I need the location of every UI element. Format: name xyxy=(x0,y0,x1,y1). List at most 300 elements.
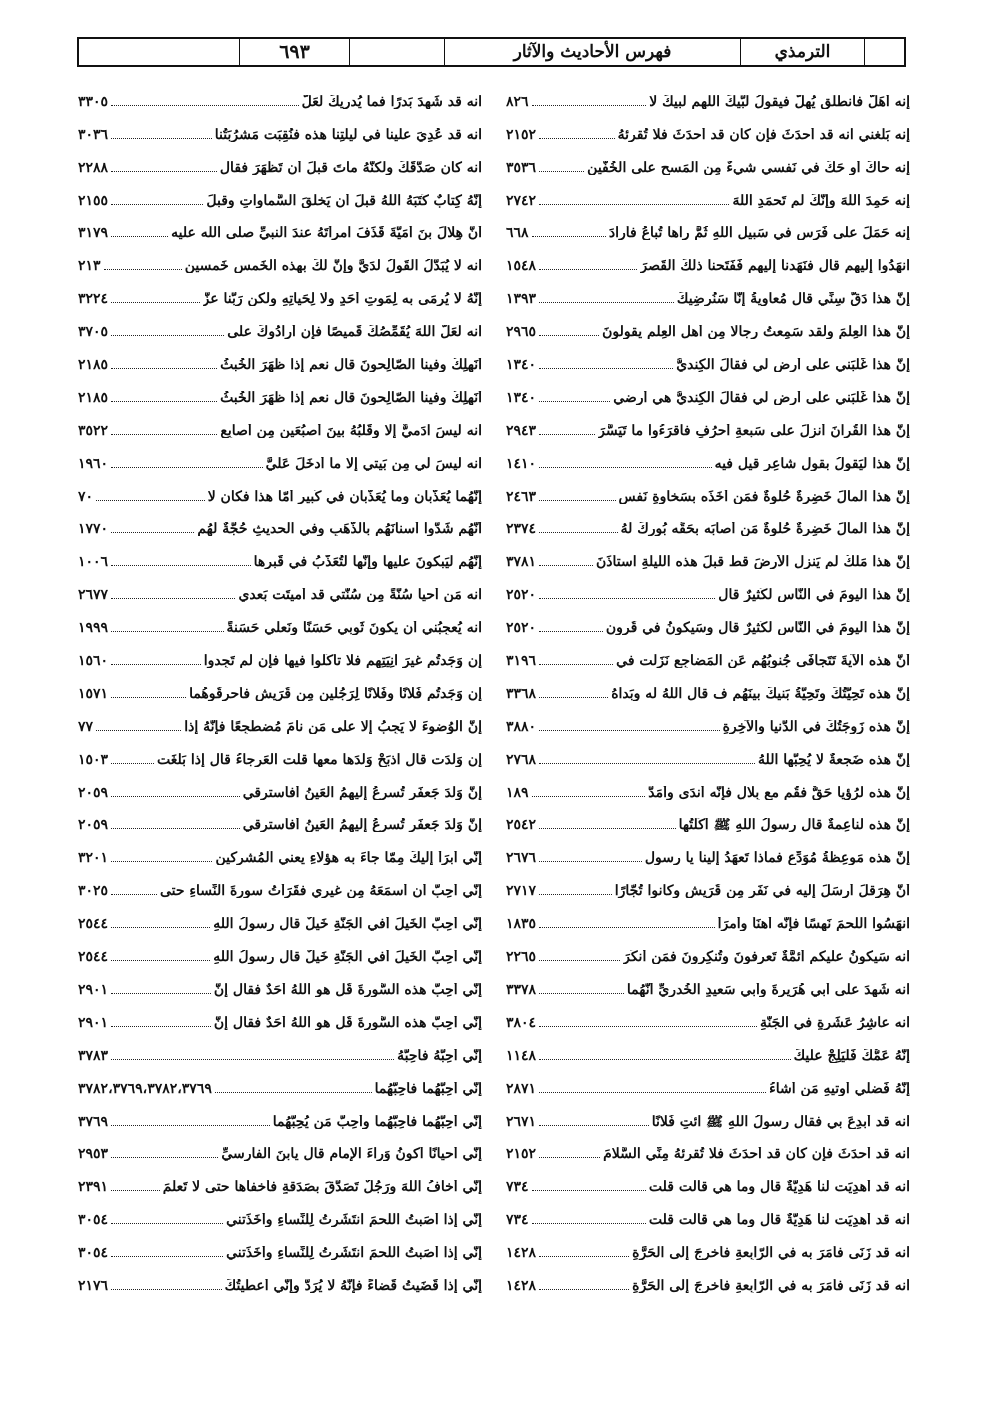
dot-leader xyxy=(539,993,624,994)
hadith-text: إنَّ وَلَدَ جَعفَرٍ تُسرِعُ إليهِمُ العَينُ أفأسترقي xyxy=(242,785,482,800)
index-entry xyxy=(506,1231,910,1264)
hadith-text: إنه حاكَ أو حَكَّ في نَفسي شيءٌ مِن المَسحِ على الخُفَّين xyxy=(587,160,910,175)
hadith-text: إنّي أُحِبُّ الخَيلَ أفي الجَنَّةِ خَيلٌ قال رسولُ اللهِ xyxy=(213,950,482,965)
hadith-number: ١٧٧٠ xyxy=(78,521,109,538)
hadith-number: ٣٥٢٢ xyxy=(78,422,109,439)
hadith-number: ١٥٠٣ xyxy=(78,751,109,768)
dot-leader xyxy=(111,1125,270,1126)
hadith-number: ٢٧٦٨ xyxy=(506,751,537,768)
hadith-text: إنه بَلَغني انه قد أحدَثَ فإن كان قد أحدَثَ فلا تُقرِئهُ xyxy=(617,127,910,142)
hadith-text: إنّي أُحِبُّهُ فأحِبَّهُ xyxy=(397,1048,482,1063)
dot-leader xyxy=(111,1289,222,1290)
hadith-text: انه قد أحدَثَ فإن كان قد أحدَثَ فلا تُقرِئهُ مِنِّي السَّلامَ xyxy=(603,1147,910,1162)
page-header xyxy=(77,37,906,67)
hadith-number: ١٣٤٠ xyxy=(506,357,537,374)
hadith-number: ٢٣٧٤ xyxy=(506,521,537,538)
index-entry xyxy=(78,1264,482,1297)
dot-leader xyxy=(539,697,608,698)
dot-leader xyxy=(111,171,217,172)
hadith-number: ٣٣٠٥ xyxy=(78,93,109,110)
index-entry xyxy=(506,376,910,409)
dot-leader xyxy=(111,1059,394,1060)
hadith-number: ٣٣٧٨ xyxy=(506,981,537,998)
hadith-number: ٢٩٠١ xyxy=(78,1014,109,1031)
hadith-text: إنَّ هذه لَناعِمةٌ قال رسولُ اللهِ ﷺ أكَلتُها xyxy=(678,818,910,833)
hadith-text: انه قد زَنَى فأمَرَ به في الرّابِعةِ فأُخرِجَ إلى الحَرَّةِ xyxy=(632,1246,910,1261)
index-entry xyxy=(78,1100,482,1133)
index-entry xyxy=(78,277,482,310)
hadith-number: ٢٩٥٣ xyxy=(78,1146,109,1163)
dot-leader xyxy=(539,861,642,862)
hadith-number: ٣١٧٩ xyxy=(78,225,109,242)
hadith-number: ١٤١٠ xyxy=(506,455,537,472)
dot-leader xyxy=(96,730,181,731)
index-entry xyxy=(506,672,910,705)
hadith-number: ٣٧٨١ xyxy=(506,554,537,571)
hadith-text: إن وَجَدتُم غيرَ آنِيَتِهِم فلا تأكُلوا فيها فإن لم تَجِدوا xyxy=(203,654,482,669)
hadith-text: انه لَعَلَّ اللهَ يُقَمِّصُكَ قَميصًا فإن أرادُوكَ على xyxy=(227,325,482,340)
index-entry xyxy=(506,1034,910,1067)
hadith-number: ١٨٩ xyxy=(506,784,529,801)
hadith-number: ٢٢٦٥ xyxy=(506,949,537,966)
index-entry xyxy=(506,475,910,508)
index-entry xyxy=(78,1133,482,1166)
hadith-text: إنه أهَلَّ فانطَلَق يُهِلُّ فيقولُ لَبَّيكَ اللّهم لبيكَ لا xyxy=(649,94,910,109)
index-entry xyxy=(506,442,910,475)
hadith-number: ٢٥٤٤ xyxy=(78,916,109,933)
hadith-number: ٢٥٤٤ xyxy=(78,949,109,966)
index-entry xyxy=(78,212,482,245)
hadith-number: ٣٢٢٤ xyxy=(78,291,109,308)
hadith-text: انه قد أُبدِعَ بي فقال رسولُ اللهِ ﷺ ائتِ فُلانًا xyxy=(651,1114,910,1129)
hadith-number: ٣٠٣٦ xyxy=(78,126,109,143)
dot-leader xyxy=(111,1223,223,1224)
hadith-number: ٢١٨٥ xyxy=(78,389,109,406)
hadith-text: أنَّ هذه الآيةَ تَتَجافَى جُنوبُهُم عَنِ المَضاجِعِ نَزَلَت في xyxy=(616,654,910,669)
index-entry xyxy=(78,1231,482,1264)
header-author: الترمذي xyxy=(740,39,864,65)
index-entry xyxy=(506,705,910,738)
dot-leader xyxy=(111,894,157,895)
dot-leader xyxy=(111,138,212,139)
dot-leader xyxy=(111,368,217,369)
hadith-text: انه قد أُهدِيَت لنا هَدِيَّةٌ قال وما هي قالت قلت xyxy=(648,1180,910,1195)
hadith-text: انه لا يُبَدَّلُ القَولُ لَدَيَّ وإنَّ لَكَ بهذه الخَمسِ خَمسين xyxy=(184,259,482,274)
dot-leader xyxy=(539,500,615,501)
hadith-number: ٧٧ xyxy=(78,718,94,735)
hadith-text: إنَّ هذا غَلَبَني على أرضٍ لي فقالَ الكِنديُّ xyxy=(676,358,910,373)
index-entry xyxy=(506,409,910,442)
hadith-text: إنّي أخافُ اللهَ ورَجُلٌ تَصَدَّقَ بصَدَقةٍ فأخفاها حتى لا تَعلَمَ xyxy=(162,1180,482,1195)
hadith-number: ١٥٧١ xyxy=(78,685,109,702)
dot-leader xyxy=(539,1125,649,1126)
hadith-number: ٢١٥٢ xyxy=(506,1146,537,1163)
dot-leader xyxy=(111,236,168,237)
index-entry xyxy=(506,212,910,245)
dot-leader xyxy=(539,664,613,665)
dot-leader xyxy=(539,1092,766,1093)
index-entry xyxy=(78,475,482,508)
dot-leader xyxy=(111,335,224,336)
dot-leader xyxy=(111,1157,218,1158)
dot-leader xyxy=(111,1190,160,1191)
dot-leader xyxy=(111,927,210,928)
dot-leader xyxy=(539,1059,791,1060)
dot-leader xyxy=(96,500,205,501)
hadith-text: انه شَهِدَ على أبي هُرَيرةَ وأبي سَعيدٍ الخُدريِّ أنَّهُما xyxy=(626,982,910,997)
hadith-number: ٢٥٢٠ xyxy=(506,620,537,637)
hadith-text: إنَّ هذا غَلَبَني على أرضٍ لي فقالَ الكِنديُّ هي أرضي xyxy=(613,390,910,405)
hadith-number: ٢٧١٧ xyxy=(506,883,537,900)
hadith-text: إنّي أُحِبُّهُما فأحِبَّهُما وأحِبَّ مَن يُحِبُّهُما xyxy=(272,1114,482,1129)
index-entry xyxy=(506,113,910,146)
hadith-text: انه لَيسَ آدَميٌّ إلّا وقَلبُهُ بينَ أُصبُعَينِ مِن أصابِعِ xyxy=(220,423,482,438)
index-entry xyxy=(506,277,910,310)
hadith-text: إنّي أحيانًا أكونُ وَراءَ الإمامِ قال يابنَ الفارِسيِّ xyxy=(221,1147,482,1162)
right-column xyxy=(506,80,910,1297)
hadith-number: ٢٢٨٨ xyxy=(78,159,109,176)
dot-leader xyxy=(111,828,240,829)
dot-leader xyxy=(539,730,720,731)
index-entry xyxy=(506,1264,910,1297)
dot-leader xyxy=(539,1026,757,1027)
index-columns xyxy=(78,80,910,1297)
index-entry xyxy=(78,146,482,179)
header-corner-cell xyxy=(864,39,904,65)
dot-leader xyxy=(104,269,182,270)
hadith-text: إنَّ هذا العِلمَ ولقد سَمِعتُ رِجالًا مِن أهلِ العِلمِ يقولونَ xyxy=(602,325,910,340)
hadith-text: إنَّ هذا المالَ خَضِرةٌ حُلوةٌ فمَن أخَذَه بسَخاوةِ نَفسٍ xyxy=(618,489,910,504)
dot-leader xyxy=(111,467,263,468)
dot-leader xyxy=(111,763,154,764)
hadith-number: ١٠٠٦ xyxy=(78,554,109,571)
left-column xyxy=(78,80,482,1297)
hadith-text: إنَّ هذا لَيَقولُ بقولِ شاعِرٍ قيل فيه xyxy=(714,456,910,471)
hadith-number: ٣٢٠١ xyxy=(78,850,109,867)
dot-leader xyxy=(111,204,203,205)
index-entry xyxy=(78,1034,482,1067)
hadith-text: إنّي أُحِبُّهُما فأحِبَّهُما xyxy=(374,1081,482,1096)
index-entry xyxy=(506,639,910,672)
hadith-number: ٢٩٤٣ xyxy=(506,422,537,439)
index-entry xyxy=(506,902,910,935)
hadith-text: إنّي أبرَأُ إليكَ مِمّا جاءَ به هؤلاءِ يعني المُشرِكين xyxy=(215,851,482,866)
index-entry xyxy=(78,113,482,146)
hadith-text: إنّي أُحِبُّ الخَيلَ أفي الجَنَّةِ خَيلٌ قال رسولُ اللهِ xyxy=(213,917,482,932)
hadith-number: ٢٦٧٧ xyxy=(78,587,109,604)
dot-leader xyxy=(539,565,593,566)
dot-leader xyxy=(532,796,646,797)
dot-leader xyxy=(111,631,223,632)
index-entry xyxy=(78,573,482,606)
index-entry xyxy=(506,80,910,113)
hadith-number: ٣٧٠٥ xyxy=(78,324,109,341)
hadith-number: ٣٠٥٤ xyxy=(78,1212,109,1229)
index-entry xyxy=(506,1100,910,1133)
dot-leader xyxy=(539,171,584,172)
hadith-text: انه قد زَنَى فأمَرَ به في الرّابِعةِ فأُخرِجَ إلى الحَرَّةِ xyxy=(632,1278,910,1293)
index-entry xyxy=(78,705,482,738)
hadith-number: ٢١٣ xyxy=(78,258,101,275)
dot-leader xyxy=(539,467,712,468)
index-entry xyxy=(78,508,482,541)
dot-leader xyxy=(539,631,603,632)
hadith-text: إنَّهُما يُعَذَّبانِ وما يُعَذَّبانِ في كَبيرٍ أمّا هذا فكان لا xyxy=(207,489,482,504)
dot-leader xyxy=(215,1092,372,1093)
index-entry xyxy=(78,80,482,113)
hadith-number: ١٣٩٣ xyxy=(506,291,537,308)
dot-leader xyxy=(111,796,240,797)
index-entry xyxy=(78,771,482,804)
dot-leader xyxy=(539,763,755,764)
dot-leader xyxy=(539,434,595,435)
index-entry xyxy=(78,968,482,1001)
hadith-text: إنَّ هذا المالَ خَضِرةٌ حُلوةٌ مَن أصابَه بحَقِّه بُورِكَ لهُ xyxy=(620,522,910,537)
dot-leader xyxy=(539,204,729,205)
hadith-text: إنه حَمِدَ اللهَ وإنَّكَ لم تَحمَدِ اللهَ xyxy=(732,193,910,208)
dot-leader xyxy=(539,368,673,369)
hadith-number: ٢١٨٥ xyxy=(78,357,109,374)
hadith-text: أنَّ هِلالَ بنَ أُمَيَّةَ قَذَفَ امرأتَهُ عندَ النبيِّ صلى الله عليه xyxy=(171,226,482,241)
hadith-text: إنه حَمَلَ على فَرَسٍ في سَبيلِ اللهِ ثُمَّ رآها تُباعُ فأرادَ xyxy=(608,226,910,241)
index-entry xyxy=(506,343,910,376)
hadith-number: ٦٦٨ xyxy=(506,225,529,242)
hadith-text: إنَّ هذا اليومَ في النّاسِ لَكَثيرٌ قال xyxy=(718,588,910,603)
hadith-text: انهَسُوا اللَّحمَ نَهسًا فإنَّه أهنَأُ وأمرَأُ xyxy=(717,917,910,932)
dot-leader xyxy=(111,434,217,435)
hadith-number: ٢٧٤٢ xyxy=(506,192,537,209)
hadith-text: إنَّهُم لَيَبكونَ عليها وإنَّها لَتُعَذَّبُ في قَبرِها xyxy=(253,555,482,570)
hadith-text: إنَّ هذا اليومَ في النّاسِ لَكَثيرٌ قال وسَيكونُ في قُرونٍ xyxy=(605,621,910,636)
hadith-text: إنّي إذا قَضَيتُ قَضاءً فإنَّهُ لا يُرَدُّ وإنّي أعطَيتُكَ xyxy=(224,1278,482,1293)
index-entry xyxy=(78,804,482,837)
index-entry xyxy=(506,540,910,573)
index-entry xyxy=(506,1133,910,1166)
hadith-number: ١٨٣٥ xyxy=(506,916,537,933)
dot-leader xyxy=(111,697,186,698)
hadith-text: أنَهلِكُ وفينا الصّالِحونَ قال نعم إذا ظَهَرَ الخُبثُ xyxy=(220,358,482,373)
index-entry xyxy=(506,935,910,968)
hadith-text: إنَّ وَلَدَ جَعفَرٍ تُسرِعُ إليهِمُ العَينُ أفأسترقي xyxy=(242,818,482,833)
dot-leader xyxy=(532,236,606,237)
dot-leader xyxy=(111,664,201,665)
hadith-number: ٧٣٤ xyxy=(506,1179,529,1196)
hadith-number: ٢٣٩١ xyxy=(78,1179,109,1196)
hadith-number: ٣٠٥٤ xyxy=(78,1245,109,1262)
dot-leader xyxy=(111,302,199,303)
index-entry xyxy=(78,1165,482,1198)
index-entry xyxy=(78,244,482,277)
header-spacer-cell xyxy=(349,39,444,65)
dot-leader xyxy=(111,598,235,599)
hadith-number: ٣١٩٦ xyxy=(506,653,537,670)
hadith-number: ٢٥٤٢ xyxy=(506,817,537,834)
index-entry xyxy=(506,738,910,771)
hadith-text: إنَّ هذه مَوعِظةُ مُوَدِّعٍ فماذا تَعهَدُ إلينا يا رسول xyxy=(644,851,910,866)
hadith-text: انه يُعجِبُني أن يكونَ ثَوبي حَسَنًا ونَعلي حَسَنةً xyxy=(226,621,482,636)
hadith-text: أنَّ هِرَقلَ أرسَلَ إليه في نَفَرٍ مِن قُرَيشٍ وكانوا تُجّارًا xyxy=(614,884,910,899)
index-entry xyxy=(78,606,482,639)
index-entry xyxy=(78,1067,482,1100)
index-entry xyxy=(78,836,482,869)
hadith-number: ٧٠ xyxy=(78,488,94,505)
hadith-number: ١٩٦٠ xyxy=(78,455,109,472)
hadith-number: ٢٤٦٣ xyxy=(506,488,537,505)
index-entry xyxy=(506,573,910,606)
hadith-text: انه مَن أحيا سُنَّةً مِن سُنَّتي قد أُميتَت بَعدي xyxy=(238,588,482,603)
hadith-text: إنَّ هذه تَحِيَّتُكَ وتَحِيَّةُ بَنيكَ بينَهُم ف قال اللهُ له وبَداهُ xyxy=(611,686,910,701)
hadith-number: ٢١٥٥ xyxy=(78,192,109,209)
hadith-number: ١٣٤٠ xyxy=(506,389,537,406)
hadith-number: ١٤٢٨ xyxy=(506,1277,537,1294)
header-title: فهرس الأحاديث والآثار xyxy=(444,39,740,65)
dot-leader xyxy=(539,894,612,895)
index-entry xyxy=(78,179,482,212)
hadith-text: إنّي أُحِبُّ هذه السُّورةَ قُل هو اللهُ أحَدٌ فقال إنَّ xyxy=(213,982,482,997)
index-entry xyxy=(506,968,910,1001)
hadith-number: ٢٩٦٥ xyxy=(506,324,537,341)
hadith-text: إنَّهُ لا يُرمَى به لِمَوتِ أحَدٍ ولا لِحَياتِهِ ولكن رَبُّنا عزَّ xyxy=(202,292,482,307)
hadith-number: ٣٧٦٩ xyxy=(78,1113,109,1130)
dot-leader xyxy=(539,927,715,928)
index-entry xyxy=(506,179,910,212)
index-entry xyxy=(506,869,910,902)
hadith-text: إنَّ هذا مَلَكٌ لم يَنزِلِ الأرضَ قطُّ قبلَ هذه اللَّيلةِ استأذَنَ xyxy=(596,555,910,570)
index-entry xyxy=(506,771,910,804)
hadith-number: ٢١٥٢ xyxy=(506,126,537,143)
hadith-text: انه قد أُهدِيَت لنا هَدِيَّةٌ قال وما هي قالت قلت xyxy=(648,1213,910,1228)
hadith-text: إن وَجَدتُم فُلانًا وفُلانًا لِرَجُلَينِ مِن قُرَيشٍ فأحرِقُوهُما xyxy=(189,686,482,701)
dot-leader xyxy=(532,1223,646,1224)
dot-leader xyxy=(111,1026,211,1027)
dot-leader xyxy=(539,1256,629,1257)
dot-leader xyxy=(111,105,299,106)
hadith-number: ٣٠٢٥ xyxy=(78,883,109,900)
dot-leader xyxy=(111,861,212,862)
index-entry xyxy=(78,376,482,409)
hadith-number: ١٥٤٨ xyxy=(506,258,537,275)
index-entry xyxy=(78,672,482,705)
index-entry xyxy=(78,310,482,343)
index-entry xyxy=(506,508,910,541)
hadith-number: ٨٢٦ xyxy=(506,93,529,110)
hadith-text: انه عاشِرُ عَشَرةٍ في الجَنَّةِ xyxy=(759,1015,910,1030)
dot-leader xyxy=(111,532,194,533)
hadith-text: إنَّهُ فَضلي أُوتيهِ مَن أشاءُ xyxy=(769,1081,910,1096)
hadith-number: ١٤٢٨ xyxy=(506,1245,537,1262)
index-entry xyxy=(78,639,482,672)
index-entry xyxy=(506,244,910,277)
hadith-number: ٣٥٣٦ xyxy=(506,159,537,176)
hadith-text: إنَّهُ كِتابٌ كَتَبَهُ اللهُ قبلَ أن يَخلُقَ السَّماواتِ وقبلَ xyxy=(206,193,482,208)
dot-leader xyxy=(539,138,615,139)
hadith-text: انه سَيكونُ عليكم أئمَّةٌ تَعرِفونَ وتُنكِرونَ فمَن أنكَرَ xyxy=(623,950,910,965)
dot-leader xyxy=(539,1289,629,1290)
header-end-cell xyxy=(79,39,239,65)
index-entry xyxy=(506,146,910,179)
dot-leader xyxy=(532,1190,646,1191)
index-entry xyxy=(506,310,910,343)
hadith-text: أنَهلِكُ وفينا الصّالِحونَ قال نعم إذا ظَهَرَ الخُبثُ xyxy=(220,390,482,405)
hadith-text: إنَّهُ عَمُّكَ فَلْيَلِجْ عليكَ xyxy=(793,1048,910,1063)
index-entry xyxy=(78,869,482,902)
hadith-number: ١٥٦٠ xyxy=(78,653,109,670)
hadith-number: ١٩٩٩ xyxy=(78,620,109,637)
index-entry xyxy=(78,1001,482,1034)
hadith-text: إنَّ هذا دَقَّ سِنِّي قال مُعاويةُ إنّا سَنُرضِيكَ xyxy=(676,292,910,307)
hadith-text: إنّي أُحِبُّ أن أسمَعَهُ مِن غيري فقَرَأتُ سورةَ النِّساءِ حتى xyxy=(159,884,482,899)
dot-leader xyxy=(539,335,599,336)
hadith-text: انه كان صَدَّقَكَ ولكنَّهُ ماتَ قبلَ أن تَظهَرَ فقال xyxy=(219,160,482,175)
index-entry xyxy=(78,1198,482,1231)
hadith-number: ٢٠٥٩ xyxy=(78,784,109,801)
dot-leader xyxy=(539,1157,600,1158)
dot-leader xyxy=(111,960,210,961)
hadith-number: ٢٠٥٩ xyxy=(78,817,109,834)
hadith-text: أنَّهُم شَدُّوا أسنانَهُم بالذَّهَبِ وفي الحديثِ حُجَّةٌ لَهُم xyxy=(197,522,482,537)
hadith-number: ٢١٧٦ xyxy=(78,1277,109,1294)
hadith-number: ٣٣٦٨ xyxy=(506,685,537,702)
dot-leader xyxy=(539,269,637,270)
hadith-text: انهَدُوا إليهم قال فنَهَدنا إليهم فَفَتَحنا ذلكَ القَصرَ xyxy=(640,259,910,274)
hadith-number: ٣٧٨٣ xyxy=(78,1047,109,1064)
index-entry xyxy=(506,1067,910,1100)
hadith-text: إنَّ هذه لَرُؤيا حَقٌّ فقُم مع بِلالٍ فإنَّه أندَى وأمَدُّ xyxy=(648,785,910,800)
dot-leader xyxy=(111,565,251,566)
hadith-number: ٣٧٨٢،٣٧٦٩،٣٧٨٢،٣٧٦٩ xyxy=(78,1080,212,1097)
index-entry xyxy=(506,606,910,639)
dot-leader xyxy=(539,401,610,402)
index-entry xyxy=(506,1165,910,1198)
index-entry xyxy=(506,836,910,869)
index-entry xyxy=(78,540,482,573)
index-entry xyxy=(78,902,482,935)
dot-leader xyxy=(532,105,647,106)
hadith-text: إن وَلَدَت قال اذبَحْ وَلَدَها معها قلت العَرجاءُ قال إذا بَلَغَت xyxy=(156,752,482,767)
dot-leader xyxy=(111,401,217,402)
hadith-number: ٢٨٧١ xyxy=(506,1080,537,1097)
hadith-number: ٢٥٢٠ xyxy=(506,587,537,604)
hadith-text: إنّي إذا أصَبتُ اللَّحمَ انتَشَرتُ لِلنِّساءِ وأخَذَتني xyxy=(226,1213,482,1228)
hadith-number: ١١٤٨ xyxy=(506,1047,537,1064)
hadith-number: ٢٦٧٦ xyxy=(506,850,537,867)
dot-leader xyxy=(539,532,618,533)
hadith-text: انه لَيسَ لي مِن بَيتي إلّا ما أدخَلَ عَلَيَّ xyxy=(265,456,482,471)
dot-leader xyxy=(539,828,675,829)
dot-leader xyxy=(111,1256,223,1257)
hadith-number: ٧٣٤ xyxy=(506,1212,529,1229)
hadith-text: إنَّ الوُضوءَ لا يَجِبُ إلّا على مَن نامَ مُضطَجِعًا فإنَّهُ إذا xyxy=(184,719,482,734)
index-entry xyxy=(506,1198,910,1231)
index-entry xyxy=(78,442,482,475)
hadith-number: ٢٩٠١ xyxy=(78,981,109,998)
dot-leader xyxy=(111,993,211,994)
hadith-text: إنَّ هذه ضَجعةٌ لا يُحِبُّها اللهُ xyxy=(758,752,910,767)
index-entry xyxy=(506,1001,910,1034)
hadith-number: ٢٦٧١ xyxy=(506,1113,537,1130)
hadith-text: إنَّ هذا القُرآنَ أُنزِلَ على سَبعةِ أحرُفٍ فاقرَءُوا ما تَيَسَّرَ xyxy=(598,423,910,438)
hadith-number: ٣٨٠٤ xyxy=(506,1014,537,1031)
hadith-text: انه قد عُدِيَ علينا في لَيلَتِنا هذه فنُقِبَت مَشرُبَتُنا xyxy=(214,127,482,142)
hadith-text: انه قد شَهِدَ بَدرًا فما يُدريكَ لَعَلَّ xyxy=(301,94,482,109)
hadith-text: إنّي إذا أصَبتُ اللَّحمَ انتَشَرتُ لِلنِّساءِ وأخَذَتني xyxy=(226,1246,482,1261)
index-entry xyxy=(506,804,910,837)
hadith-text: إنّي أُحِبُّ هذه السُّورةَ قُل هو اللهُ أحَدٌ فقال إنَّ xyxy=(213,1015,482,1030)
header-page-number: ٦٩٣ xyxy=(239,39,349,65)
index-entry xyxy=(78,738,482,771)
index-entry xyxy=(78,409,482,442)
dot-leader xyxy=(539,302,674,303)
